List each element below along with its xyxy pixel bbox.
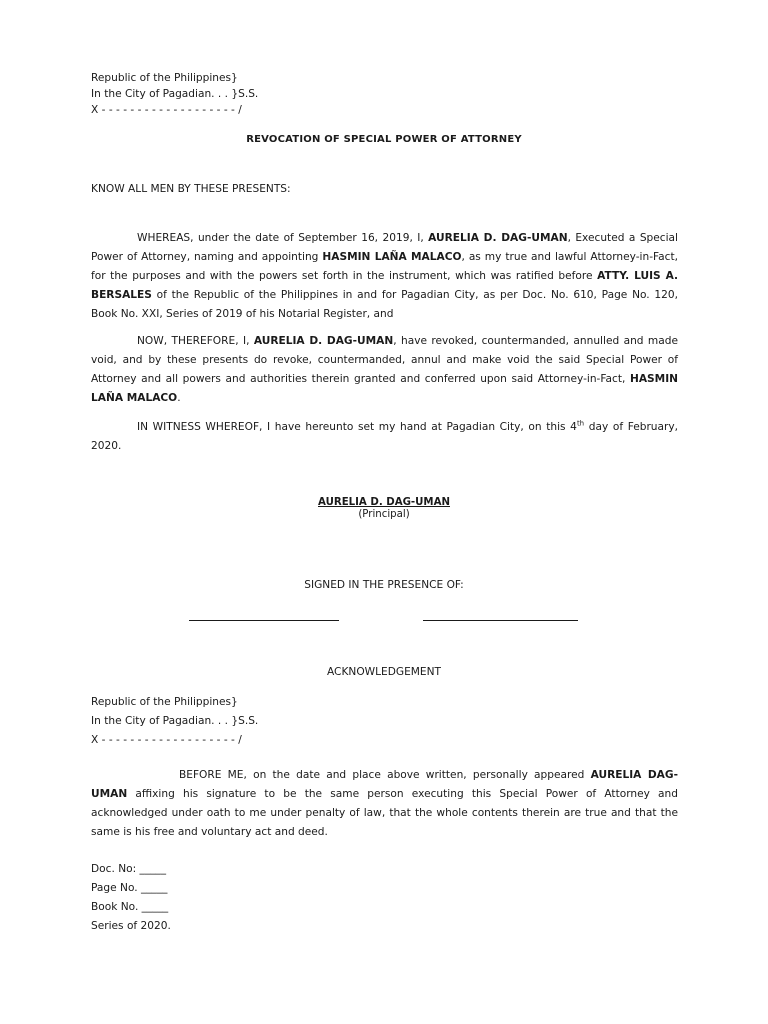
whereas-text-4: of the Republic of the Philippines in and for Pagadian City, as per Doc. No. 610, Page No. 120, Book No. XXI, Series of 2019 of his Notarial Register, and	[91, 289, 678, 320]
now-therefore-text-1: NOW, THEREFORE, I,	[137, 335, 254, 347]
ack-venue-header	[91, 693, 678, 750]
ack-venue-city: In the City of Pagadian. . . }S.S.	[91, 715, 259, 727]
notary-name: ATTY. LUIS A. BERSALES	[91, 270, 679, 301]
acknowledgement-paragraph	[91, 766, 678, 842]
attorney-name: HASMIN LAÑA MALACO	[91, 373, 678, 404]
witness-paragraph	[91, 418, 678, 456]
signatory-role: (Principal)	[358, 509, 410, 520]
now-therefore-text-2: , have revoked, countermanded, annulled and made void, and by these presents do revoke, countermanded, annul and make void the said Special Power of Attorney and all powers and authorities therein granted and conferred upon said Attorney-in-Fact,	[91, 335, 678, 385]
attorney-name: HASMIN LAÑA MALACO	[322, 251, 462, 263]
venue-separator: X - - - - - - - - - - - - - - - - - - - /	[91, 104, 242, 116]
signed-presence-heading: SIGNED IN THE PRESENCE OF:	[304, 579, 464, 591]
now-therefore-paragraph	[91, 332, 678, 408]
principal-name: AURELIA D. DAG-UMAN	[428, 232, 568, 244]
notarial-register	[91, 860, 171, 936]
witness-signature-line-2	[423, 620, 578, 621]
document-title: REVOCATION OF SPECIAL POWER OF ATTORNEY	[246, 134, 522, 145]
page-number: Page No. _____	[91, 882, 168, 894]
venue-header	[91, 70, 678, 118]
ack-text-2: affixing his signature to be the same person executing this Special Power of Attorney and acknowledged under oath to me under penalty of law, that the whole contents therein are true and that the same is his free and voluntary act and deed.	[91, 788, 678, 838]
signatory-name: AURELIA D. DAG-UMAN	[318, 497, 450, 508]
venue-country: Republic of the Philippines}	[91, 72, 238, 84]
book-number: Book No. _____	[91, 901, 169, 913]
ordinal-suffix: th	[576, 419, 585, 428]
series-year: Series of 2020.	[91, 920, 171, 932]
know-all-text: KNOW ALL MEN BY THESE PRESENTS:	[91, 183, 291, 195]
ack-venue-separator: X - - - - - - - - - - - - - - - - - - - /	[91, 734, 242, 746]
whereas-text-3: , as my true and lawful Attorney-in-Fact, for the purposes and with the powers set forth in the instrument, which was ratified before	[91, 251, 678, 282]
whereas-paragraph	[91, 229, 678, 324]
principal-name: AURELIA D. DAG-UMAN	[253, 335, 394, 347]
witness-text-1: IN WITNESS WHEREOF, I have hereunto set my hand at Pagadian City, on this 4	[137, 421, 577, 433]
acknowledgement-heading: ACKNOWLEDGEMENT	[326, 666, 442, 678]
witness-signature-line-1	[189, 620, 339, 621]
know-all-heading	[91, 181, 678, 197]
principal-signature-block	[0, 497, 768, 520]
whereas-text-2: , Executed a Special Power of Attorney, naming and appointing	[91, 232, 678, 263]
doc-number: Doc. No: _____	[91, 863, 167, 875]
whereas-text-1: WHEREAS, under the date of September 16, 2019, I,	[137, 232, 429, 244]
ack-text-1: BEFORE ME, on the date and place above written, personally appeared	[179, 769, 591, 781]
ack-venue-country: Republic of the Philippines}	[91, 696, 238, 708]
witness-text-2: day of February, 2020.	[91, 421, 679, 452]
now-therefore-text-3: .	[177, 392, 181, 404]
ack-principal-name: AURELIA DAG-UMAN	[91, 769, 678, 800]
venue-city: In the City of Pagadian. . . }S.S.	[91, 88, 259, 100]
